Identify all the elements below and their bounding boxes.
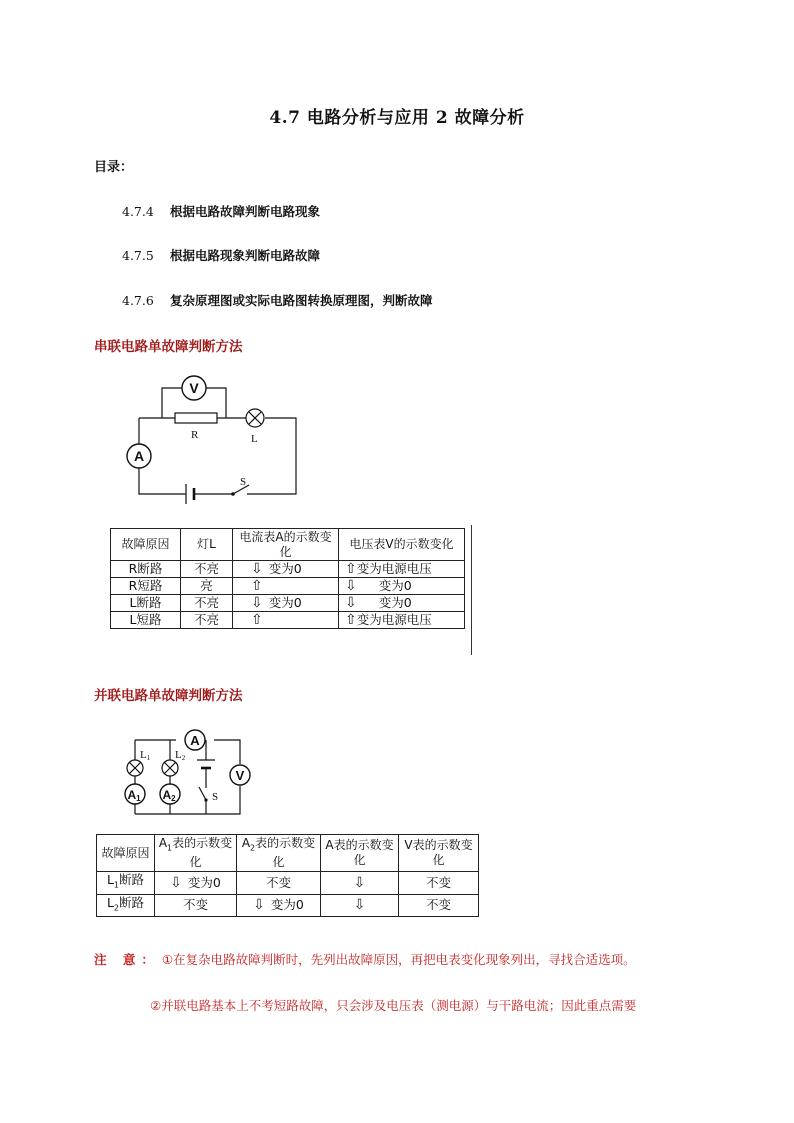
header-a2 [237, 835, 321, 872]
table-row [97, 894, 479, 917]
arrow-down-icon: ⇩ [251, 561, 263, 577]
arrow-up-icon: ⇧ [251, 578, 263, 594]
ammeter-main-symbol: A [190, 733, 200, 748]
lamp1-label: L1 [140, 749, 151, 762]
cell-cause: R断路 [111, 561, 181, 578]
cell-ammeter [233, 578, 339, 595]
cell-a1-text: 变为0 [187, 874, 221, 890]
arrow-up-icon: ⇧ [251, 612, 263, 628]
header-voltmeter: 电压表V的示数变化 [339, 529, 465, 561]
header-a2-symbol: A [241, 835, 251, 850]
cell-voltmeter-text: 变为电源电压 [356, 612, 432, 627]
cell-ammeter [233, 612, 339, 629]
resistor-label: R [191, 429, 199, 441]
note-1 [94, 950, 636, 968]
lamp-icon [246, 409, 264, 427]
note-label: 注 意： [94, 952, 160, 967]
cell-v: 不变 [399, 872, 479, 895]
lamp-label: L [251, 433, 258, 445]
cell-ammeter-text: 变为0 [268, 561, 302, 576]
lamp2-icon [162, 760, 178, 776]
page-title: 4.7 电路分析与应用 2 故障分析 [269, 108, 525, 128]
ammeter1-symbol: A1 [127, 788, 141, 803]
toc-item[interactable] [122, 202, 320, 220]
header-a: A表的示数变化 [321, 835, 399, 872]
cell-lamp: 亮 [181, 578, 233, 595]
header-cause: 故障原因 [97, 835, 155, 872]
cell-cause-sub: 1 [113, 880, 120, 890]
lamp1-icon [127, 760, 143, 776]
toc-item-number: 4.7.6 [122, 293, 154, 308]
table-row [97, 872, 479, 895]
arrow-down-icon: ⇩ [253, 897, 265, 914]
arrow-down-icon: ⇩ [251, 595, 263, 611]
switch-icon [199, 787, 208, 802]
toc-item-number: 4.7.4 [122, 204, 154, 219]
table-header-row [111, 529, 465, 561]
table-row [111, 595, 465, 612]
cell-cause-sub: 2 [113, 903, 120, 912]
cell-ammeter-text: 变为0 [268, 595, 302, 610]
parallel-circuit-diagram [118, 724, 258, 820]
header-a2-text: 表的示数变化 [255, 835, 316, 870]
table-row [111, 578, 465, 595]
cell-cause-symbol: L [106, 894, 114, 910]
cell-voltmeter [339, 578, 465, 595]
note-2 [150, 996, 636, 1014]
header-a2-sub: 2 [250, 843, 256, 853]
cell-cause-symbol: L [106, 872, 114, 887]
cell-lamp: 不亮 [181, 612, 233, 629]
arrow-down-icon: ⇩ [345, 595, 357, 611]
series-wires [139, 418, 296, 494]
switch-label: S [212, 791, 219, 803]
cell-voltmeter-text: 变为0 [378, 595, 412, 610]
battery-icon [197, 760, 215, 768]
parallel-heading: 并联电路单故障判断方法 [94, 688, 243, 704]
battery-icon [186, 484, 194, 504]
table-header-row [97, 835, 479, 872]
toc-label: 目录： [94, 160, 134, 175]
cell-voltmeter [339, 595, 465, 612]
cell-cause-text: 断路 [119, 894, 145, 910]
cell-cause-text: 断路 [119, 872, 145, 887]
cell-a [321, 872, 399, 895]
parallel-rails [135, 740, 240, 814]
switch-label: S [240, 476, 247, 488]
cell-cause: R短路 [111, 578, 181, 595]
cell-voltmeter-text: 变为0 [378, 578, 412, 593]
header-cause: 故障原因 [111, 529, 181, 561]
cell-a2-text: 变为0 [270, 897, 304, 913]
header-v: V表的示数变化 [399, 835, 479, 872]
cell-a2: 不变 [237, 872, 321, 895]
series-circuit-diagram [120, 372, 310, 504]
toc-item[interactable] [122, 291, 433, 309]
resistor-icon [175, 413, 217, 423]
voltmeter-symbol: V [235, 768, 245, 783]
cell-cause [97, 894, 155, 917]
arrow-down-icon: ⇩ [353, 874, 366, 891]
cell-ammeter [233, 561, 339, 578]
header-a1 [155, 835, 237, 872]
cell-lamp: 不亮 [181, 595, 233, 612]
cell-voltmeter [339, 561, 465, 578]
note-2-text: ②并联电路基本上不考短路故障，只会涉及电压表（测电源）与干路电流；因此重点需要 [150, 998, 637, 1013]
cell-ammeter [233, 595, 339, 612]
header-a1-sub: 1 [167, 843, 173, 853]
arrow-down-icon: ⇩ [170, 874, 182, 891]
header-a1-text: 表的示数变化 [172, 835, 233, 870]
toc-item-text: 根据电路现象判断电路故障 [170, 248, 321, 263]
toc-item[interactable] [122, 246, 320, 264]
cell-a1: 不变 [155, 894, 237, 917]
cell-cause: L断路 [111, 595, 181, 612]
ammeter-symbol: A [133, 448, 145, 464]
header-a1-symbol: A [158, 835, 168, 850]
header-ammeter: 电流表A的示数变化 [233, 529, 339, 561]
cell-cause [97, 872, 155, 895]
note-1-text: ①在复杂电路故障判断时，先列出故障原因，再把电表变化现象列出，寻找合适选项。 [161, 952, 636, 967]
table-row [111, 612, 465, 629]
cell-lamp: 不亮 [181, 561, 233, 578]
cell-a1 [155, 872, 237, 895]
toc-item-text: 复杂原理图或实际电路图转换原理图，判断故障 [170, 293, 433, 308]
arrow-down-icon: ⇩ [345, 578, 357, 594]
cell-cause: L短路 [111, 612, 181, 629]
cell-voltmeter [339, 612, 465, 629]
ammeter2-symbol: A2 [162, 788, 176, 803]
table-row [111, 561, 465, 578]
arrow-down-icon: ⇩ [353, 897, 366, 914]
cell-v: 不变 [399, 894, 479, 917]
arrow-up-icon: ⇧ [345, 612, 357, 628]
header-lamp: 灯L [181, 529, 233, 561]
arrow-up-icon: ⇧ [345, 561, 357, 577]
divider [471, 525, 472, 655]
cell-a [321, 894, 399, 917]
series-fault-table [110, 528, 465, 629]
cell-a2 [237, 894, 321, 917]
parallel-fault-table [96, 834, 479, 917]
cell-voltmeter-text: 变为电源电压 [356, 561, 432, 576]
series-heading: 串联电路单故障判断方法 [94, 339, 243, 355]
lamp2-label: L2 [175, 749, 186, 762]
voltmeter-symbol: V [189, 380, 199, 396]
toc-item-number: 4.7.5 [122, 248, 154, 263]
toc-item-text: 根据电路故障判断电路现象 [170, 204, 321, 219]
